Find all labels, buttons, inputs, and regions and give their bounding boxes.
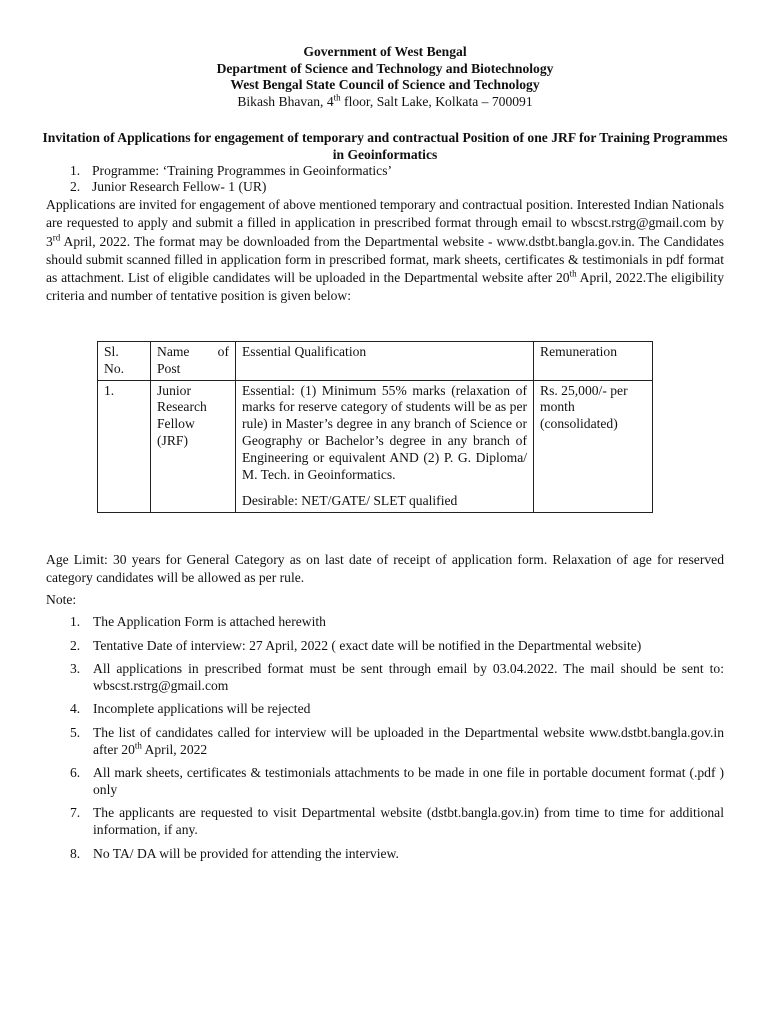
item-text: Tentative Date of interview: 27 April, 2022 ( exact date will be notified in the Departmental website) — [93, 637, 642, 653]
item-text: Programme: ‘Training Programmes in Geoinformatics’ — [92, 163, 393, 178]
table-row — [98, 380, 653, 513]
post-line: Junior — [157, 382, 191, 398]
list-item — [46, 701, 724, 718]
cell-qualification — [236, 380, 534, 513]
item-number: 6. — [70, 765, 81, 781]
address-sup: th — [333, 91, 341, 102]
item-text: Incomplete applications will be rejected — [93, 701, 311, 717]
header-text: Name of — [157, 344, 229, 359]
cell-post-name — [151, 380, 236, 513]
header-text: Post — [157, 360, 181, 376]
item-text: The Application Form is attached herewith — [93, 614, 326, 629]
address-part: Bikash Bhavan, 4 — [237, 93, 334, 109]
post-line: Fellow — [157, 416, 195, 432]
letterhead — [0, 44, 770, 110]
item-number: 8. — [70, 845, 81, 861]
item-sup: th — [134, 740, 142, 751]
intro-text: April, 2022.The eligibility criteria and number of tentative position is given below: — [46, 270, 724, 304]
list-item — [46, 614, 724, 631]
list-item — [46, 725, 724, 758]
header-qualification: Essential Qualification — [236, 342, 534, 381]
item-text: The list of candidates called for interview will be uploaded in the Departmental website www.dstbt.bangla.gov.in after 20 — [93, 724, 724, 757]
intro-paragraph — [46, 196, 724, 306]
essential-qualification: Essential: (1) Minimum 55% marks (relaxation of marks for reserve category of students will be as per rule) in Master’s degree in any branch of Science or Geography or Bachelor’s degree in any branch of Engineering or equivalent AND (2) P. G. Diploma/ M. Tech. in Geoinformatics. — [242, 382, 527, 482]
list-item — [46, 846, 724, 863]
address — [0, 91, 770, 111]
item-number: 2. — [70, 637, 81, 653]
post-line: (JRF) — [157, 432, 188, 448]
notes-list — [46, 614, 724, 869]
intro-sup: rd — [52, 232, 61, 243]
programme-list — [70, 163, 392, 194]
cell-sl-no: 1. — [98, 380, 151, 513]
item-text: April, 2022 — [141, 741, 208, 757]
header-sl-no — [98, 342, 151, 381]
header-post-name — [151, 342, 236, 381]
item-number: 1. — [70, 163, 81, 178]
item-number: 4. — [70, 701, 81, 717]
intro-text: April, 2022. The format may be downloaded from the Departmental website - www.dstbt.bangla.gov.in. The Candidates should submit scanned filled in application form in prescribed format, mark sheets, certificates & testimonials in pdf format as attachment. List of eligible candidates will be uploaded in the Departmental website after 20 — [46, 233, 724, 286]
item-number: 7. — [70, 805, 81, 821]
desirable-qualification: Desirable: NET/GATE/ SLET qualified — [242, 493, 458, 509]
item-number: 1. — [70, 614, 81, 629]
programme-item — [70, 179, 392, 195]
address-part: floor, Salt Lake, Kolkata – 700091 — [340, 93, 533, 109]
list-item — [46, 765, 724, 798]
list-item — [46, 805, 724, 838]
table-header-row — [98, 342, 653, 381]
item-text: Junior Research Fellow- 1 (UR) — [92, 178, 267, 194]
header-text: Sl. — [104, 344, 119, 359]
item-number: 2. — [70, 178, 81, 194]
council-name: West Bengal State Council of Science and Technology — [230, 77, 540, 92]
subject-heading: Invitation of Applications for engagement of temporary and contractual Position of one JRF for Training Programmes in Geoinformatics — [42, 130, 728, 162]
eligibility-table — [97, 341, 653, 513]
item-number: 3. — [70, 661, 81, 677]
header-text: No. — [104, 360, 125, 376]
intro-sup: th — [569, 268, 577, 279]
programme-item — [70, 163, 392, 179]
item-text: The applicants are requested to visit Departmental website (dstbt.bangla.gov.in) from time to time for additional information, if any. — [93, 805, 724, 837]
intro-text: Applications are invited for engagement of above mentioned temporary and contractual position. Interested Indian Nationals are requested to apply and submit a filled in application in prescribed format through email to wbscst.rstrg@gmail.com by 3 — [46, 197, 724, 249]
item-text: All applications in prescribed format must be sent through email by 03.04.2022. The mail should be sent to: wbscst.rstrg@gmail.com — [93, 661, 724, 693]
item-number: 5. — [70, 724, 81, 740]
list-item — [46, 638, 724, 655]
list-item — [46, 661, 724, 694]
department-name: Department of Science and Technology and Biotechnology — [216, 60, 554, 76]
note-heading: Note: — [46, 592, 77, 607]
age-limit: Age Limit: 30 years for General Category as on last date of receipt of application form. Relaxation of age for reserved category candidates will be allowed as per rule. — [46, 552, 724, 585]
item-text: No TA/ DA will be provided for attending the interview. — [93, 845, 399, 861]
item-text: All mark sheets, certificates & testimonials attachments to be made in one file in portable document format (.pdf ) only — [93, 765, 724, 797]
header-remuneration: Remuneration — [534, 342, 653, 381]
govt-name: Government of West Bengal — [303, 44, 467, 59]
post-line: Research — [157, 399, 207, 415]
cell-remuneration: Rs. 25,000/- per month (consolidated) — [534, 380, 653, 513]
